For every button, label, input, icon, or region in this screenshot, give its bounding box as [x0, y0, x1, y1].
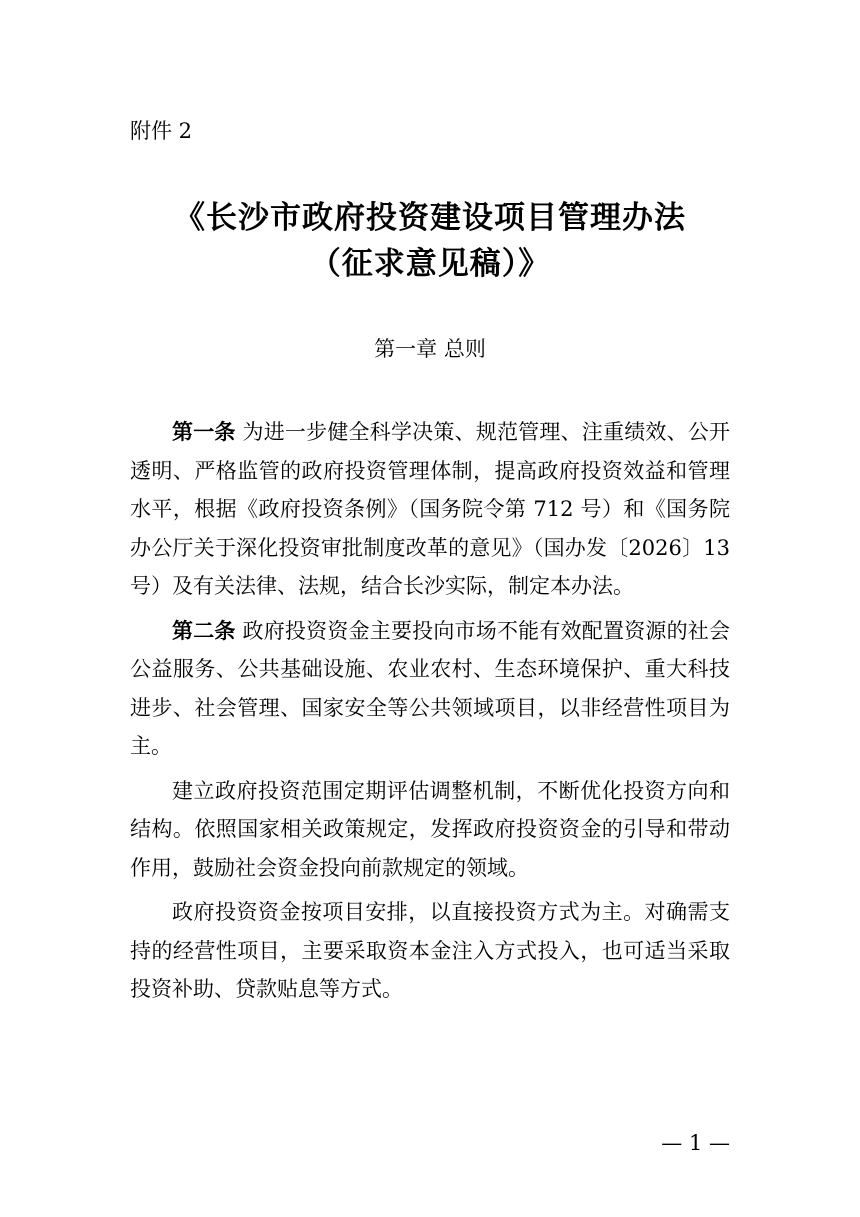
paragraph-4-text: 政府投资资金按项目安排，以直接投资方式为主。对确需支持的经营性项目，主要采取资本金注入方式投入，也可适当采取投资补助、贷款贴息等方式。 — [130, 900, 730, 1001]
document-body — [130, 413, 730, 1015]
paragraph-4 — [130, 893, 730, 1009]
article-1 — [130, 413, 730, 606]
document-title-line-1: 《长沙市政府投资建设项目管理办法 — [174, 200, 686, 236]
paragraph-3-text: 建立政府投资范围定期评估调整机制，不断优化投资方向和结构。依照国家相关政策规定，发挥政府投资资金的引导和带动作用，鼓励社会资金投向前款规定的领域。 — [130, 778, 730, 880]
paragraph-3 — [130, 772, 730, 888]
document-title-line-2: （征求意见稿）》 — [309, 246, 551, 282]
article-1-label: 第一条 — [172, 420, 236, 444]
article-1-text: 为进一步健全科学决策、规范管理、注重绩效、公开透明、严格监管的政府投资管理体制，提高政府投资效益和管理水平，根据《政府投资条例》（国务院令第 712 号）和《国务院办公厅关于深化投资审批制度改革的意见》（国办发〔2026〕13 号）及有关法律、法规，结合长沙实际，制定本办法。 — [130, 420, 731, 598]
attachment-label: 附件 2 — [130, 119, 193, 143]
article-2-label: 第二条 — [172, 618, 236, 643]
article-2-text: 政府投资资金主要投向市场不能有效配置资源的社会公益服务、公共基础设施、农业农村、生态环境保护、重大科技进步、社会管理、国家安全等公共领域项目，以非经营性项目为主。 — [130, 618, 731, 758]
page-number: — 1 — — [661, 1131, 730, 1155]
chapter-heading: 第一章 总则 — [374, 337, 486, 361]
article-2 — [130, 612, 730, 766]
